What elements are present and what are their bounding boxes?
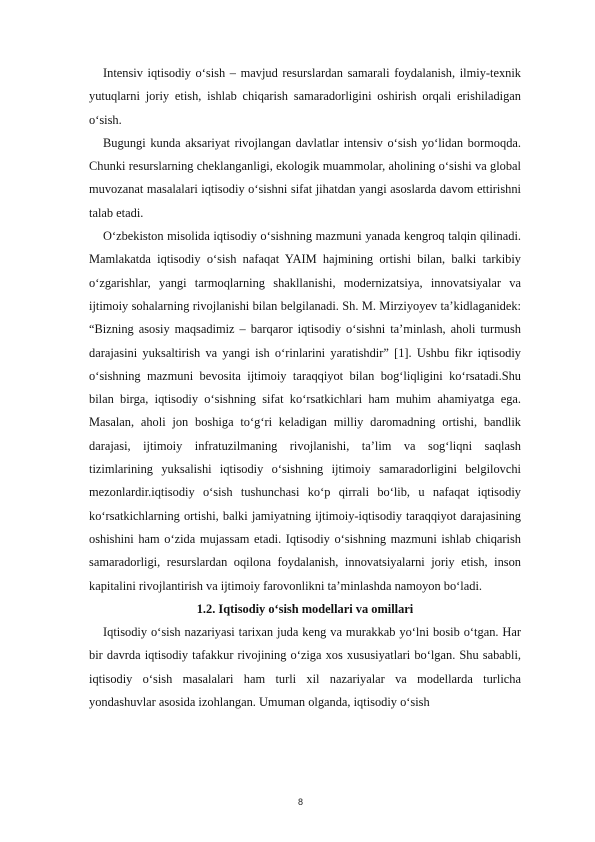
document-body [89,62,521,714]
page-number: 8 [297,797,303,807]
paragraph-growth-theory: Iqtisodiy o‘sish nazariyasi tarixan juda keng va murakkab yo‘lni bosib o‘tgan. Har bir davrda iqtisodiy tafakkur rivojining o‘ziga xos xususiyatlari bo‘lgan. Shu sababli, iqtisodiy o‘sish masalalari ham turli xil nazariyalar va modellarda turlicha yondashuvlar asosida izohlangan. Umuman olganda, iqtisodiy o‘sish [89,625,521,710]
paragraph-uzbekistan: O‘zbekiston misolida iqtisodiy o‘sishning mazmuni yanada kengroq talqin qilinadi. Mamlakatda iqtisodiy o‘sish nafaqat YAIM hajmining ortishi bilan, balki tarkibiy o‘zgarishlar, yangi tarmoqlarning shakllanishi, modernizatsiya, innovatsiyalar va ijtimoiy sohalarning rivojlanishi bilan belgilanadi. Sh. M. Mirziyoyev ta’kidlaganidek: “Bizning asosiy maqsadimiz – barqaror iqtisodiy o‘sishni ta’minlash, aholi turmush darajasini yuksaltirish va yangi ish o‘rinlarini yaratishdir” [1]. Ushbu fikr iqtisodiy o‘sishning mazmuni bevosita ijtimoiy taraqqiyot bilan bog‘liqligini ko‘rsatadi.Shu bilan birga, iqtisodiy o‘sishning sifat ko‘rsatkichlari ham muhim ahamiyatga ega. Masalan, aholi jon boshiga to‘g‘ri keladigan milliy daromadning ortishi, bandlik darajasi, ijtimoiy infratuzilmaning rivojlanishi, ta’lim va sog‘liqni saqlash tizimlarining yuksalishi iqtisodiy o‘sishning ijtimoiy samaradorligini belgilovchi mezonlardir.iqtisodiy o‘sish tushunchasi ko‘p qirrali bo‘lib, u nafaqat iqtisodiy ko‘rsatkichlarning ortishi, balki jamiyatning ijtimoiy-iqtisodiy taraqqiyot darajasining oshishini ham o‘zida mujassam etadi. Iqtisodiy o‘sishning mazmuni ishlab chiqarish samaradorligi, resurslardan oqilona foydalanish, innovatsiyalarni joriy etish, inson kapitalini rivojlantirish va ijtimoiy farovonlikni ta’minlashda namoyon bo‘ladi. [89,229,521,593]
paragraph-developed-countries: Bugungi kunda aksariyat rivojlangan davlatlar intensiv o‘sish yo‘lidan bormoqda. Chunki resurslarning cheklanganligi, ekologik muammolar, aholining o‘sishi va global muvozanat masalalari iqtisodiy o‘sishni sifat jihatdan yangi asoslarda davom ettirishni talab etadi. [89,135,521,220]
section-heading: 1.2. Iqtisodiy o‘sish modellari va omillari [196,601,414,616]
paragraph-intensive-growth: Intensiv iqtisodiy o‘sish – mavjud resurslardan samarali foydalanish, ilmiy-texnik yutuqlarni joriy etish, ishlab chiqarish samaradorligini oshirish orqali erishiladigan o‘sish. [89,66,521,127]
